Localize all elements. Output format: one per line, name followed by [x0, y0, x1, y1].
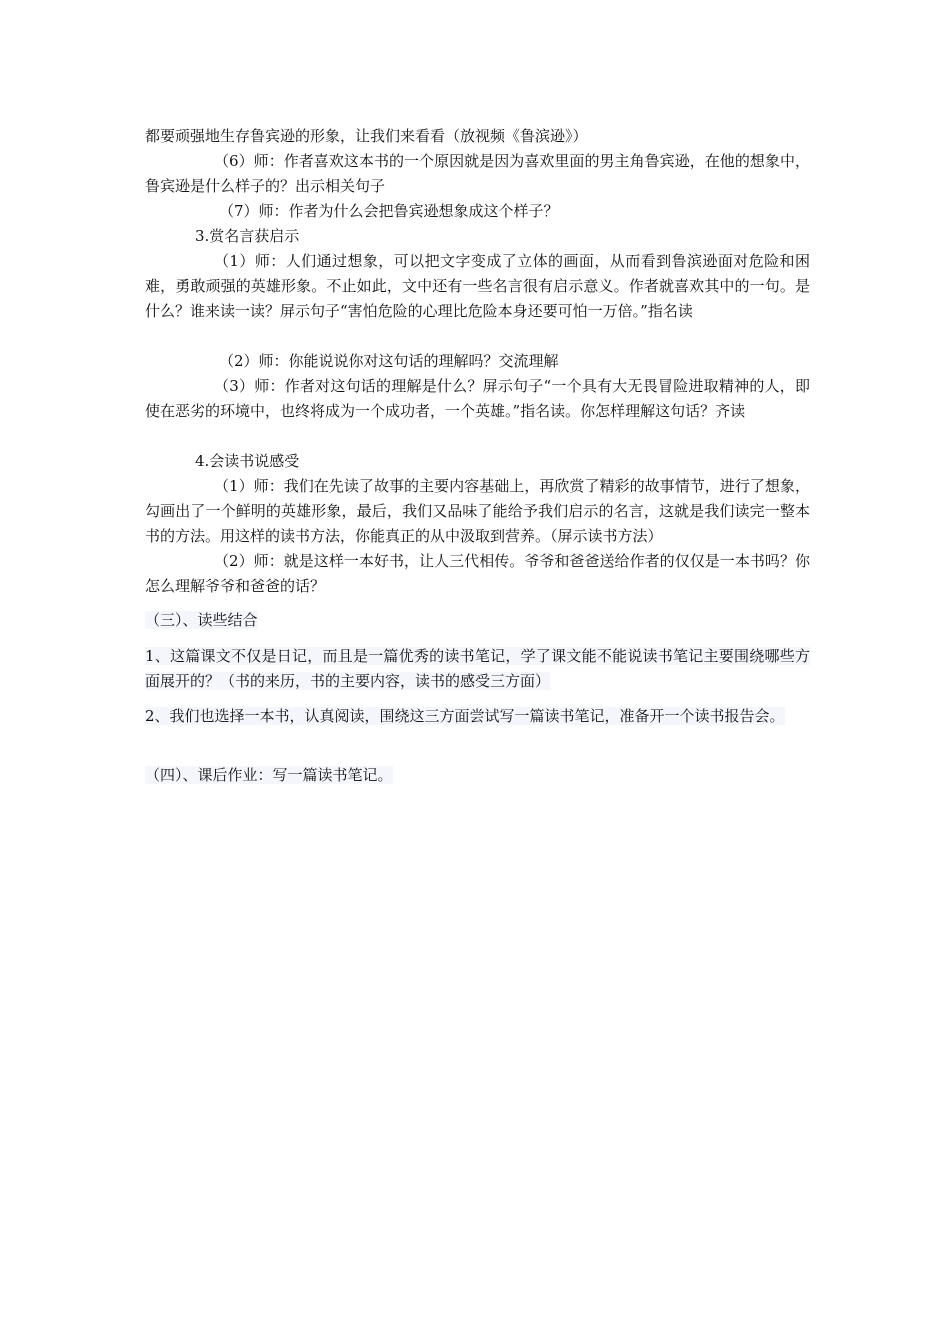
heading-part-4-text: （四）、课后作业：写一篇读书笔记。 [145, 766, 393, 784]
paragraph-s3-q2: （2）师：你能说说你对这句话的理解吗？交流理解 [219, 352, 559, 370]
heading-section-4: 4.会读书说感受 [195, 452, 300, 470]
heading-part-3-text: （三）、读些结合 [145, 611, 258, 629]
paragraph-s3-q1: （1）师：人们通过想象，可以把文字变成了立体的画面，从而看到鲁滨逊面对危险和困难，勇敢顽强的英雄形象。不止如此，文中还有一些名言很有启示意义。作者就喜欢其中的一句。是什么？谁来读一读？屏示句子“害怕危险的心理比危险本身还要可怕一万倍。”指名读 [145, 252, 810, 320]
paragraph-s3-q3: （3）师：作者对这句话的理解是什么？屏示句子“一个具有大无畏冒险进取精神的人，即使在恶劣的环境中，也终将成为一个成功者，一个英雄。”指名读。你怎样理解这句话？齐读 [145, 377, 810, 420]
paragraph-q7: （7）师：作者为什么会把鲁宾逊想象成这个样子？ [219, 202, 559, 220]
paragraph-s4-q2: （2）师：就是这样一本好书，让人三代相传。爷爷和爸爸送给作者的仅仅是一本书吗？你怎么理解爷爷和爸爸的话？ [145, 552, 810, 595]
paragraph-part3-item1-text: 1、这篇课文不仅是日记，而且是一篇优秀的读书笔记，学了课文能不能说读书笔记主要围绕哪些方面展开的？（书的来历，书的主要内容，读书的感受三方面） [145, 647, 810, 690]
paragraph-s4-q1: （1）师：我们在先读了故事的主要内容基础上，再欣赏了精彩的故事情节，进行了想象，勾画出了一个鲜明的英雄形象，最后，我们又品味了能给予我们启示的名言，这就是我们读完一整本书的方法。用这样的读书方法，你能真正的从中汲取到营养。（屏示读书方法） [145, 477, 810, 545]
paragraph-video-intro: 都要顽强地生存鲁宾逊的形象，让我们来看看（放视频《鲁滨逊》） [145, 127, 588, 145]
heading-section-3: 3.赏名言获启示 [195, 227, 300, 245]
paragraph-q6: （6）师：作者喜欢这本书的一个原因就是因为喜欢里面的男主角鲁宾逊，在他的想象中，鲁宾逊是什么样子的？出示相关句子 [145, 152, 810, 195]
paragraph-part3-item2 [145, 704, 810, 729]
heading-part-3 [145, 608, 810, 633]
paragraph-part3-item1 [145, 644, 810, 694]
paragraph-part3-item2-text: 2、我们也选择一本书，认真阅读，围绕这三方面尝试写一篇读书笔记，准备开一个读书报告会。 [145, 707, 785, 725]
heading-part-4 [145, 763, 810, 788]
